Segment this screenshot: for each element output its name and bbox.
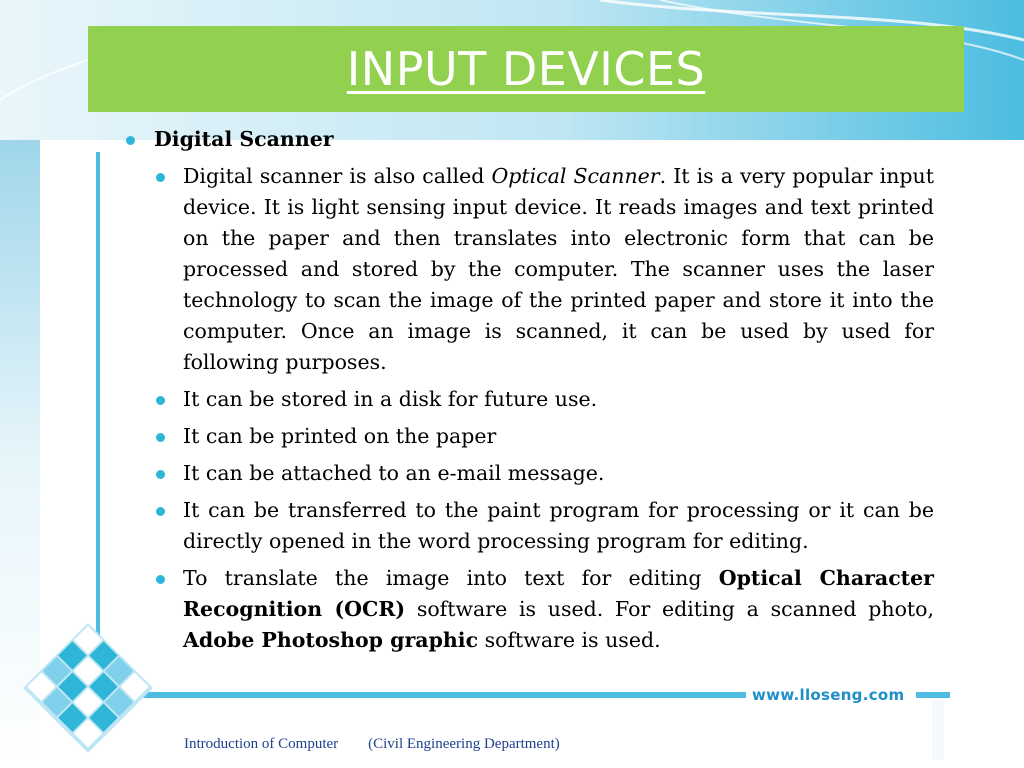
- heading-text: Digital Scanner: [154, 127, 334, 151]
- ocr-bold: Optical Character Recognition (OCR): [183, 566, 934, 621]
- ocr-bullet: [122, 563, 934, 656]
- left-vertical-rule: [96, 152, 100, 712]
- use-bullet-4: [122, 495, 934, 557]
- use-bullet-2: [122, 421, 934, 452]
- bottom-rule: [60, 692, 746, 698]
- description-bullet: [122, 161, 934, 378]
- slide-title: INPUT DEVICES: [346, 42, 706, 96]
- website-url: www.lloseng.com: [752, 686, 905, 704]
- use-text: It can be transferred to the paint program for processing or it can be directly opened in the word processing program for editing.: [183, 498, 934, 553]
- use-text: It can be attached to an e-mail message.: [183, 461, 605, 485]
- photoshop-bold: Adobe Photoshop graphic: [183, 628, 479, 652]
- description-text: Digital scanner is also called: [183, 164, 492, 188]
- bottom-rule-end: [916, 692, 950, 698]
- corner-panel: [932, 700, 944, 760]
- description-text-cont: . It is a very popular input device. It is light sensing input device. It reads images and text printed on the paper and then translates into electronic form that can be processed and stored by the computer. The scanner uses the laser technology to scan the image of the printed paper and store it into the computer. Once an image is scanned, it can be used by used for following purposes.: [183, 164, 934, 374]
- use-text: It can be stored in a disk for future use.: [183, 387, 598, 411]
- footer-course: Introduction of Computer: [184, 736, 339, 752]
- ocr-text-end: software is used.: [478, 628, 661, 652]
- footer: [184, 736, 560, 753]
- use-bullet-1: [122, 384, 934, 415]
- heading-bullet: [122, 124, 934, 155]
- use-text: It can be printed on the paper: [183, 424, 497, 448]
- description-italic: Optical Scanner: [491, 164, 660, 188]
- ocr-text-cont: software is used. For editing a scanned photo,: [405, 597, 935, 621]
- left-side-gradient: [0, 140, 40, 768]
- use-bullet-3: [122, 458, 934, 489]
- slide-content: [122, 124, 934, 662]
- ocr-text: To translate the image into text for editing: [183, 566, 719, 590]
- title-bar: [88, 26, 964, 112]
- footer-department: (Civil Engineering Department): [368, 736, 560, 752]
